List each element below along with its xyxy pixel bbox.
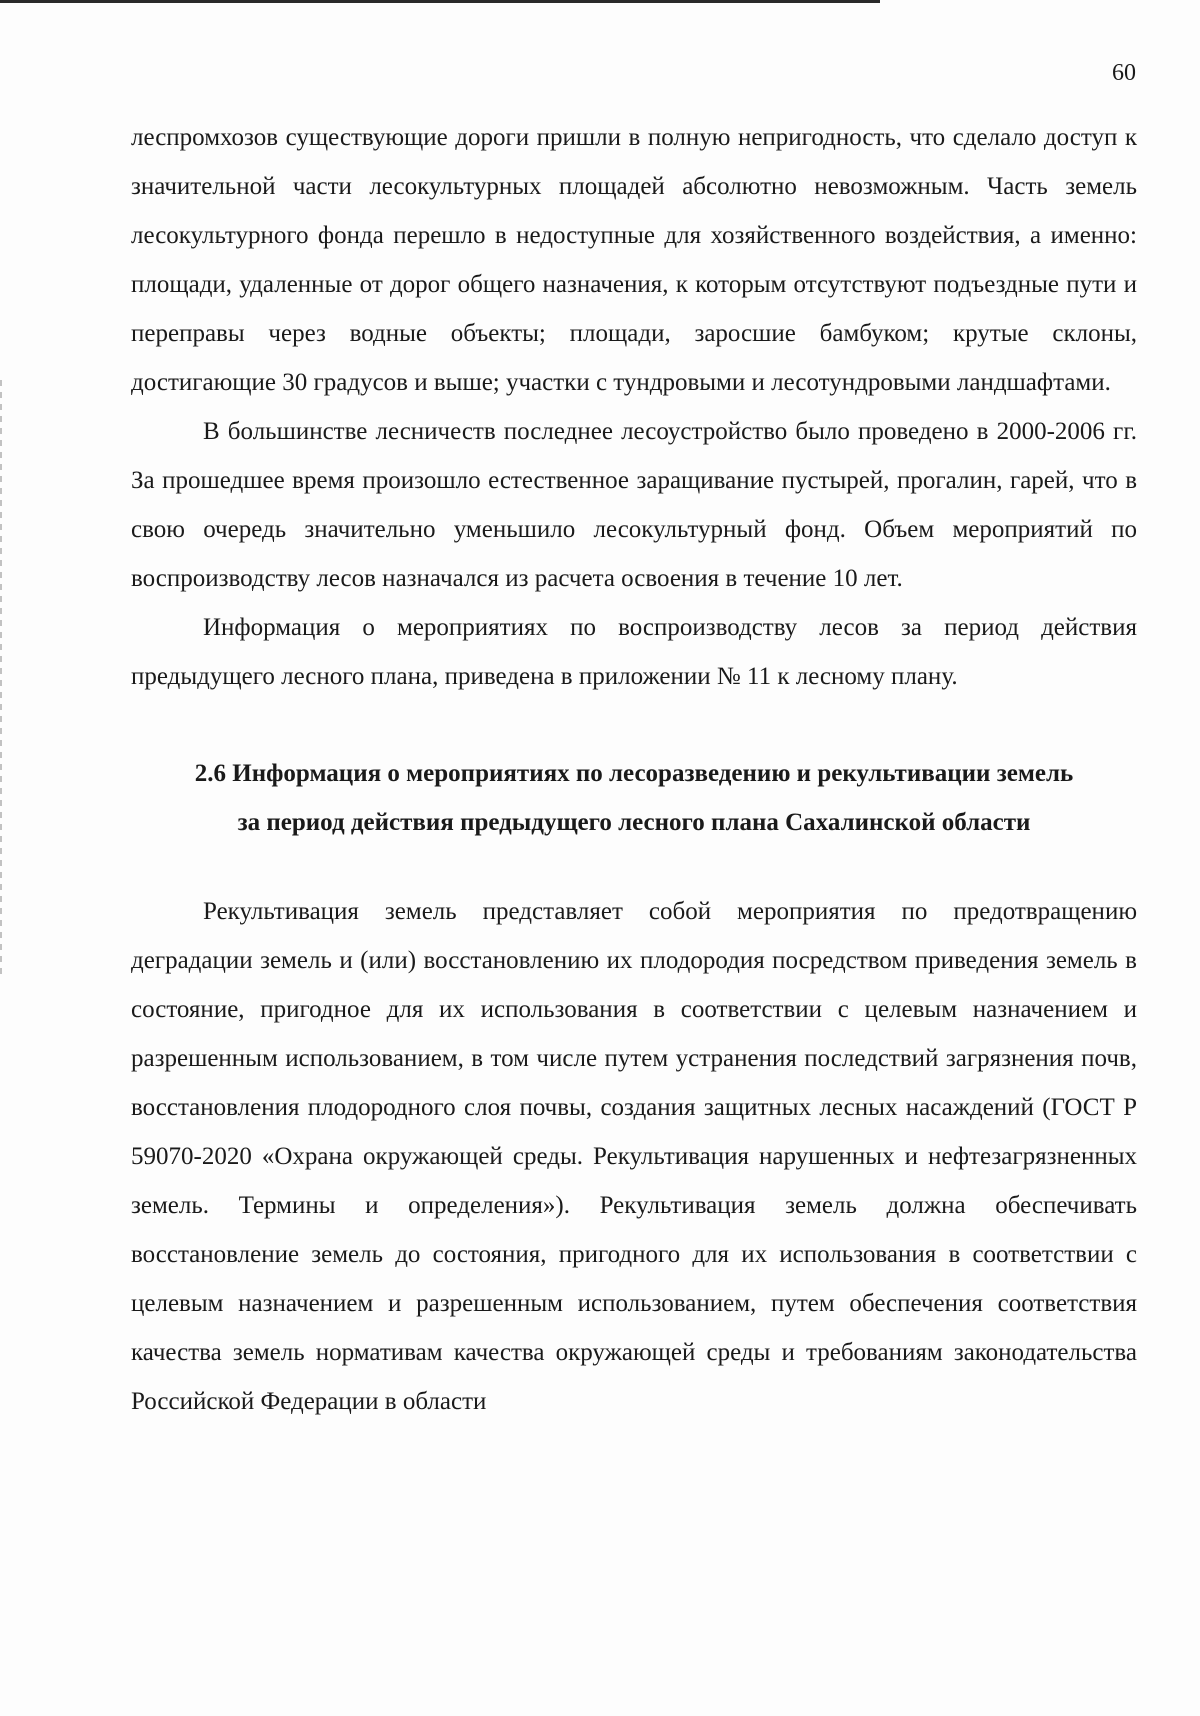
section-heading-line-2: за период действия предыдущего лесного плана Сахалинской области [237,809,1031,836]
section-heading [131,749,1137,847]
page-number: 60 [1112,60,1136,86]
paragraph-2: В большинстве лесничеств последнее лесоустройство было проведено в 2000-2006 гг. За прошедшее время произошло естественное заращивание пустырей, прогалин, гарей, что в свою очередь значительно уменьшило лесокультурный фонд. Объем мероприятий по воспроизводству лесов назначался из расчета освоения в течение 10 лет. [131,418,1137,592]
paragraph-4: Рекультивация земель представляет собой мероприятия по предотвращению деградации земель и (или) восстановлению их плодородия посредством приведения земель в состояние, пригодное для их использования в соответствии с целевым назначением и разрешенным использованием, в том числе путем устранения последствий загрязнения почв, восстановления плодородного слоя почвы, создания защитных лесных насаждений (ГОСТ Р 59070-2020 «Охрана окружающей среды. Рекультивация нарушенных и нефтезагрязненных земель. Термины и определения»). Рекультивация земель должна обеспечивать восстановление земель до состояния, пригодного для их использования в соответствии с целевым назначением и разрешенным использованием, путем обеспечения соответствия качества земель нормативам качества окружающей среды и требованиям законодательства Российской Федерации в области [131,898,1137,1415]
paragraph-3: Информация о мероприятиях по воспроизводству лесов за период действия предыдущего лесного плана, приведена в приложении № 11 к лесному плану. [131,614,1137,690]
section-heading-line-1: 2.6 Информация о мероприятиях по лесоразведению и рекультивации земель [194,760,1074,787]
body-text [131,113,1137,1426]
scan-edge-marks [0,380,2,980]
scan-border-line [0,0,880,3]
paragraph-1: леспромхозов существующие дороги пришли в полную непригодность, что сделало доступ к значительной части лесокультурных площадей абсолютно невозможным. Часть земель лесокультурного фонда перешло в недоступные для хозяйственного воздействия, а именно: площади, удаленные от дорог общего назначения, к которым отсутствуют подъездные пути и переправы через водные объекты; площади, заросшие бамбуком; крутые склоны, достигающие 30 градусов и выше; участки с тундровыми и лесотундровыми ландшафтами. [131,124,1137,396]
